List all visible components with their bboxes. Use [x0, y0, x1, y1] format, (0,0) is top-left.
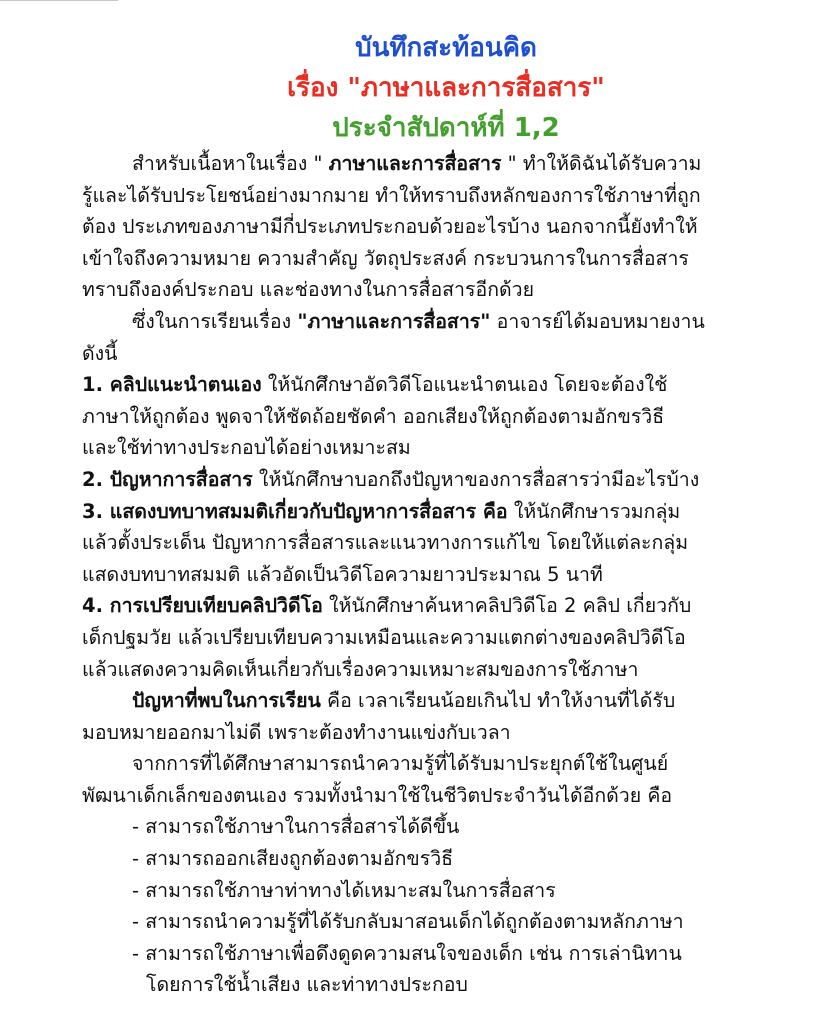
assignment-intro-line-1: ซึ่งในการเรียนเรื่อง "ภาษาและการสื่อสาร" อาจารย์ได้มอบหมายงาน [132, 309, 705, 333]
benefit-item: - สามารถใช้ภาษาท่าทางได้เหมาะสมในการสื่อสาร [132, 878, 556, 902]
task-1-line-3: และใช้ท่าทางประกอบได้อย่างเหมาะสม [82, 436, 411, 460]
task-4 [82, 590, 810, 685]
benefit-item: - สามารถออกเสียงถูกต้องตามอักขรวิธี [132, 847, 454, 871]
application-line-1: จากการที่ได้ศึกษาสามารถนำความรู้ที่ได้รับมาประยุกต์ใช้ในศูนย์ [132, 752, 669, 776]
task-4-line-1: 4. การเปรียบเทียบคลิปวิดีโอ ให้นักศึกษาค้นหาคลิปวิดีโอ 2 คลิป เกี่ยวกับ [82, 594, 692, 618]
task-3-heading: 3. แสดงบทบาทสมมติเกี่ยวกับปัญหาการสื่อสาร คือ [82, 499, 508, 523]
benefit-item: - สามารถใช้ภาษาในการสื่อสารได้ดีขึ้น [132, 815, 460, 839]
problems-line-2: มอบหมายออกมาไม่ดี เพราะต้องทำงานแข่งกับเวลา [82, 720, 511, 744]
benefit-item-continuation: โดยการใช้น้ำเสียง และท่าทางประกอบ [146, 973, 468, 997]
task-3-line-3: แสดงบทบาทสมมติ แล้วอัดเป็นวิดีโอความยาวประมาณ 5 นาที [82, 562, 603, 586]
intro-line-3: ต้อง ประเภทของภาษามีกี่ประเภทประกอบด้วยอะไรบ้าง นอกจากนี้ยังทำให้ [82, 215, 698, 239]
problems-paragraph [82, 685, 810, 748]
benefit-item: - สามารถใช้ภาษาเพื่อดึงดูดความสนใจของเด็ก เช่น การเล่านิทาน [132, 941, 682, 965]
intro-line-2: รู้และได้รับประโยชน์อย่างมากมาย ทำให้ทราบถึงหลักของการใช้ภาษาที่ถูก [82, 183, 701, 207]
document-title: บันทึกสะท้อนคิด [355, 33, 537, 63]
application-paragraph [82, 748, 810, 811]
problems-heading: ปัญหาที่พบในการเรียน [132, 689, 321, 713]
task-3-line-2: แล้วตั้งประเด็น ปัญหาการสื่อสารและแนวทางการแก้ไข โดยให้แต่ละกลุ่ม [82, 531, 689, 555]
task-2-line-1: 2. ปัญหาการสื่อสาร ให้นักศึกษาบอกถึงปัญหาของการสื่อสารว่ามีอะไรบ้าง [82, 467, 700, 491]
intro-line-5: ทราบถึงองค์ประกอบ และช่องทางในการสื่อสารอีกด้วย [82, 278, 535, 302]
document-week: ประจำสัปดาห์ที่ 1,2 [332, 113, 560, 143]
task-4-line-3: แล้วแสดงความคิดเห็นเกี่ยวกับเรื่องความเหมาะสมของการใช้ภาษา [82, 657, 639, 681]
topic-bold: ภาษาและการสื่อสาร [328, 152, 502, 175]
benefit-item: - สามารถนำความรู้ที่ได้รับกลับมาสอนเด็กได้ถูกต้องตามหลักภาษา [132, 910, 684, 934]
task-3 [82, 496, 810, 591]
reflection-document [82, 28, 810, 1001]
application-line-2: พัฒนาเด็กเล็กของตนเอง รวมทั้งนำมาใช้ในชีวิตประจำวันได้อีกด้วย คือ [82, 783, 673, 807]
problems-line-1: ปัญหาที่พบในการเรียน คือ เวลาเรียนน้อยเกินไป ทำให้งานที่ได้รับ [132, 689, 676, 713]
task-4-heading: 4. การเปรียบเทียบคลิปวิดีโอ [82, 594, 323, 618]
assignment-intro-paragraph [82, 306, 810, 369]
topic-bold: "ภาษาและการสื่อสาร" [297, 309, 491, 333]
task-1-line-1: 1. คลิปแนะนำตนเอง ให้นักศึกษาอัดวิดีโอแนะนำตนเอง โดยจะต้องใช้ [82, 373, 668, 397]
assignment-intro-line-2: ดังนี้ [82, 341, 118, 365]
task-3-line-1: 3. แสดงบทบาทสมมติเกี่ยวกับปัญหาการสื่อสาร คือ ให้นักศึกษารวมกลุ่ม [82, 499, 681, 523]
task-1-heading: 1. คลิปแนะนำตนเอง [82, 373, 262, 397]
task-4-line-2: เด็กปฐมวัย แล้วเปรียบเทียบความเหมือนและความแตกต่างของคลิปวิดีโอ [82, 625, 686, 649]
intro-paragraph [82, 148, 810, 306]
task-2-heading: 2. ปัญหาการสื่อสาร [82, 467, 253, 491]
intro-line-4: เข้าใจถึงความหมาย ความสำคัญ วัตถุประสงค์ กระบวนการในการสื่อสาร [82, 246, 689, 270]
task-2 [82, 464, 810, 496]
intro-line-1: สำหรับเนื้อหาในเรื่อง " ภาษาและการสื่อสาร " ทำให้ดิฉันได้รับความ [132, 152, 702, 175]
task-1 [82, 369, 810, 464]
task-1-line-2: ภาษาให้ถูกต้อง พูดจาให้ชัดถ้อยชัดคำ ออกเสียงให้ถูกต้องตามอักขรวิธี [82, 404, 665, 428]
benefits-list [82, 811, 810, 1001]
top-divider [0, 0, 118, 1]
document-subtitle: เรื่อง "ภาษาและการสื่อสาร" [287, 73, 605, 103]
